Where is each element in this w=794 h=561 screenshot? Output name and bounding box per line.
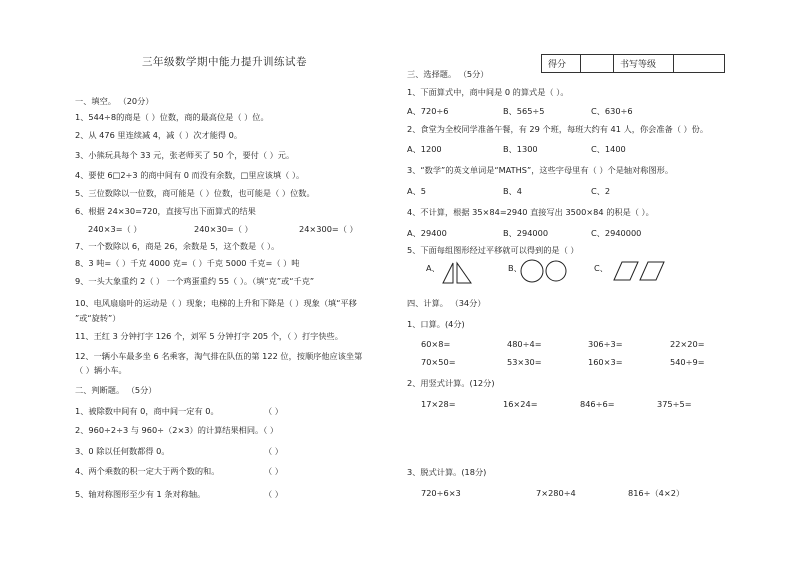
choice-question-3: 3、“数学”的英文单词是“MATHS”，这些字母里有（ ）个是轴对称图形。 <box>407 165 674 175</box>
judge-paren-3[interactable]: （ ） <box>264 446 283 456</box>
choice-5-option-c[interactable]: C、 <box>594 263 608 273</box>
choice-3-option-a[interactable]: A、5 <box>407 186 426 196</box>
fill-question-10: 10、电风扇扇叶的运动是（ ）现象；电梯的上升和下降是（ ）现象（填“平移 <box>75 298 357 308</box>
step-calc-2: 7×280÷4 <box>536 488 576 498</box>
oral-calc-4: 22×20= <box>670 339 705 349</box>
choice-2-option-a[interactable]: A、1200 <box>407 144 442 154</box>
choice-3-option-b[interactable]: B、4 <box>503 186 523 196</box>
choice-question-2: 2、食堂为全校同学准备午餐，有 29 个班，每班大约有 41 人，你会准备（ ）份。 <box>407 124 709 134</box>
choice-5-option-a[interactable]: A、 <box>426 263 440 273</box>
section-4-header: 四、计算。 （34分） <box>407 298 486 308</box>
judge-question-4: 4、两个乘数的积一定大于两个数的和。 <box>75 466 220 476</box>
judge-paren-5[interactable]: （ ） <box>264 489 283 499</box>
score-table <box>541 54 725 73</box>
score-cell[interactable] <box>581 55 614 73</box>
fill-question-5: 5、三位数除以一位数，商可能是（ ）位数，也可能是（ ）位数。 <box>75 188 315 198</box>
oral-calc-title: 1、口算。(4分) <box>407 319 465 329</box>
fill-question-3: 3、小熊玩具每个 33 元，张老师买了 50 个，要付（ ）元。 <box>75 150 295 160</box>
step-calc-title: 3、脱式计算。(18分) <box>407 467 487 477</box>
step-calc-1: 720÷6×3 <box>421 488 461 498</box>
vertical-calc-3: 846÷6= <box>580 399 615 409</box>
choice-1-option-c[interactable]: C、630÷6 <box>591 106 633 116</box>
section-3-header: 三、选择题。 （5分） <box>407 69 489 79</box>
fill-question-7: 7、一个数除以 6，商是 26，余数是 5，这个数是（ ）。 <box>75 241 280 251</box>
fill-question-6a: 240×3=（ ） <box>88 224 142 234</box>
page-title: 三年级数学期中能力提升训练试卷 <box>142 56 307 68</box>
choice-1-option-b[interactable]: B、565÷5 <box>503 106 545 116</box>
step-calc-3: 816÷（4×2） <box>628 488 685 498</box>
choice-5-option-b[interactable]: B、 <box>508 263 522 273</box>
judge-paren-4[interactable]: （ ） <box>264 466 283 476</box>
oral-calc-8: 540÷9= <box>670 357 705 367</box>
fill-question-4: 4、要使 6□2÷3 的商中间有 0 而没有余数，□里应该填（ ）。 <box>75 170 305 180</box>
oral-calc-1: 60×8= <box>421 339 451 349</box>
judge-question-1: 1、被除数中间有 0，商中间一定有 0。 <box>75 406 219 416</box>
choice-4-option-b[interactable]: B、294000 <box>503 228 549 238</box>
judge-paren-1[interactable]: （ ） <box>264 406 283 416</box>
fill-question-2: 2、从 476 里连续减 4，减（ ）次才能得 0。 <box>75 130 243 140</box>
parallelogram-pair-icon <box>606 259 668 283</box>
fill-question-6b: 240×30=（ ） <box>194 224 253 234</box>
circle-pair-icon <box>519 258 569 284</box>
oral-calc-3: 306÷3= <box>588 339 623 349</box>
fill-question-1: 1、544÷8的商是（ ）位数，商的最高位是（ ）位。 <box>75 112 269 122</box>
choice-4-option-c[interactable]: C、2940000 <box>591 228 642 238</box>
choice-question-5: 5、下面每组图形经过平移就可以得到的是（ ） <box>407 245 579 255</box>
fill-question-6: 6、根据 24×30=720，直接写出下面算式的结果 <box>75 206 256 216</box>
choice-question-1: 1、下面算式中，商中间是 0 的算式是（ ）。 <box>407 87 569 97</box>
oral-calc-6: 53×30= <box>507 357 542 367</box>
oral-calc-7: 160×3= <box>588 357 623 367</box>
oral-calc-2: 480÷4= <box>507 339 542 349</box>
vertical-calc-4: 375÷5= <box>657 399 692 409</box>
fill-question-8: 8、3 吨=（ ）千克 4000 克=（ ）千克 5000 千克=（ ）吨 <box>75 258 300 268</box>
vertical-calc-title: 2、用竖式计算。(12分) <box>407 378 495 388</box>
section-1-header: 一、填空。 （20分） <box>75 96 154 106</box>
triangle-pair-icon <box>440 260 476 286</box>
fill-question-11: 11、王红 3 分钟打字 126 个，刘军 5 分钟打字 205 个，（ ）打字快些。 <box>75 331 343 341</box>
grade-cell[interactable] <box>674 55 725 73</box>
vertical-calc-1: 17×28= <box>421 399 456 409</box>
fill-question-10-cont: ”或“旋转”） <box>75 313 121 323</box>
judge-question-2: 2、960÷2÷3 与 960÷（2×3）的计算结果相同。（ ） <box>75 425 279 435</box>
score-label: 得分 <box>542 55 581 73</box>
judge-question-3: 3、0 除以任何数都得 0。 <box>75 446 170 456</box>
vertical-calc-2: 16×24= <box>503 399 538 409</box>
fill-question-12-cont: （ ）辆小车。 <box>75 365 127 375</box>
fill-question-6c: 24×300=（ ） <box>299 224 358 234</box>
choice-1-option-a[interactable]: A、720÷6 <box>407 106 449 116</box>
choice-2-option-c[interactable]: C、1400 <box>591 144 626 154</box>
choice-question-4: 4、不计算，根据 35×84=2940 直接写出 3500×84 的积是（ ）。 <box>407 207 654 217</box>
choice-3-option-c[interactable]: C、2 <box>591 186 611 196</box>
oral-calc-5: 70×50= <box>421 357 456 367</box>
fill-question-12: 12、一辆小车最多坐 6 名乘客，淘气排在队伍的第 122 位，按顺序他应该坐第 <box>75 351 363 361</box>
section-2-header: 二、判断题。 （5分） <box>75 385 157 395</box>
choice-4-option-a[interactable]: A、29400 <box>407 228 447 238</box>
choice-2-option-b[interactable]: B、1300 <box>503 144 538 154</box>
fill-question-9: 9、一头大象重约 2（ ） 一个鸡蛋重约 55（ ）。（填“克”或“千克” <box>75 276 315 286</box>
grade-label: 书写等级 <box>614 55 674 73</box>
judge-question-5: 5、轴对称图形至少有 1 条对称轴。 <box>75 489 206 499</box>
